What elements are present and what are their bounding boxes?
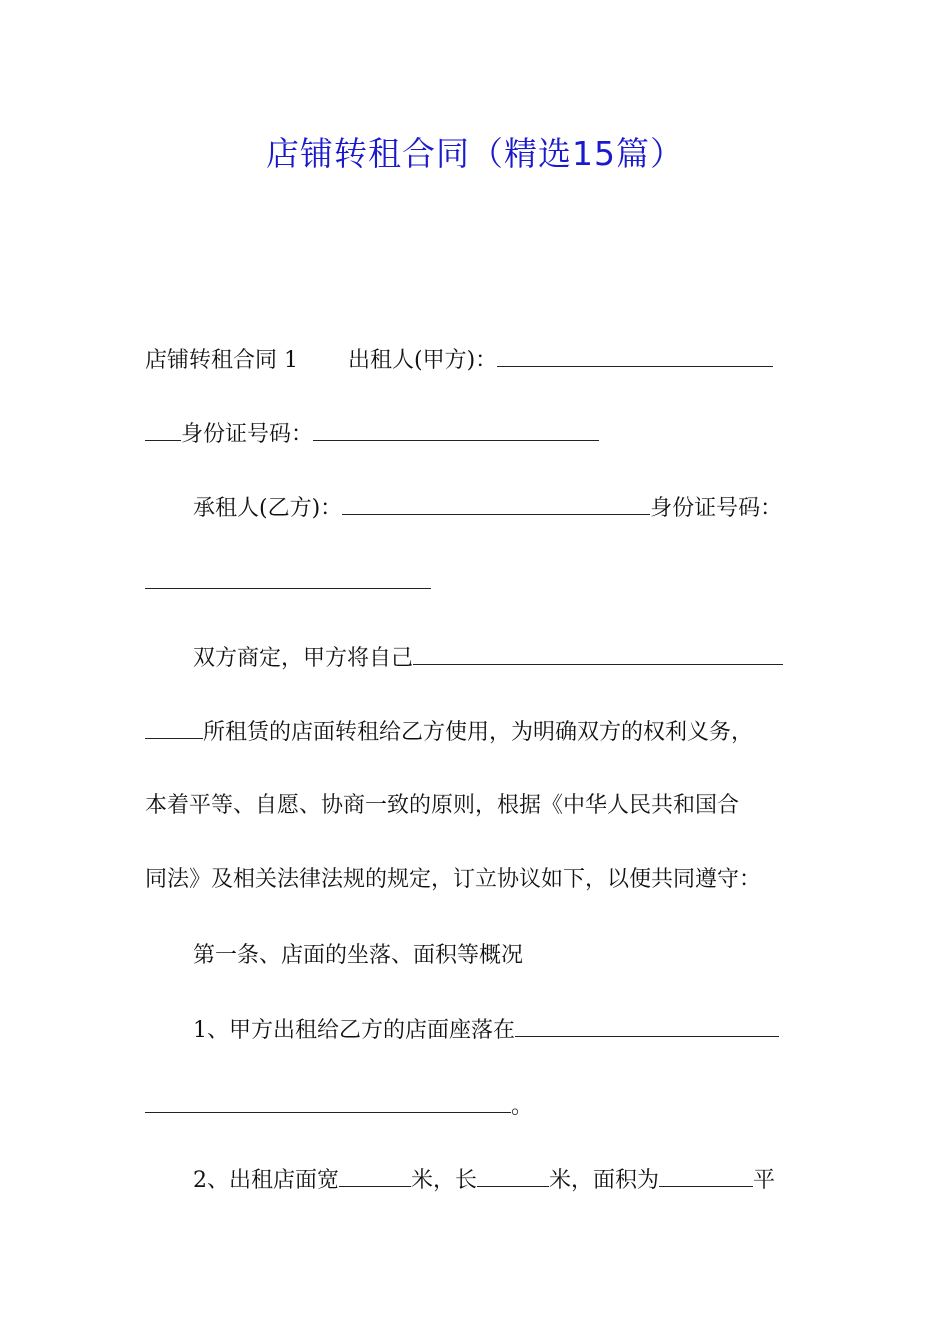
length-label: 米，长 (411, 1168, 478, 1193)
agreement-text: 双方商定，甲方将自己 (193, 646, 414, 671)
shop-address-label: 1、甲方出租给乙方的店面座落在 (193, 1018, 515, 1043)
shop-location-blank (413, 638, 783, 665)
area-blank (659, 1160, 753, 1187)
line-purpose (145, 712, 753, 752)
width-label: 2、出租店面宽 (193, 1168, 339, 1193)
lessor-blank (497, 340, 773, 367)
article-1-heading (193, 936, 523, 976)
line-principle (145, 786, 739, 826)
period-mark: 。 (511, 1094, 534, 1119)
line-law (145, 860, 761, 900)
line-lessor (145, 340, 773, 380)
lessor-label: 出租人(甲方)： (348, 348, 498, 373)
line-agreement (193, 638, 783, 678)
width-blank (339, 1160, 411, 1187)
lessee-blank (342, 488, 650, 515)
area-unit: 平 (753, 1168, 776, 1193)
lessor-id-label: 身份证号码： (181, 422, 314, 447)
document-title: 店铺转租合同（精选15篇） (266, 134, 684, 173)
shop-address-blank (515, 1010, 779, 1037)
article-1-text: 第一条、店面的坐落、面积等概况 (193, 943, 524, 968)
line-shop-size (193, 1160, 775, 1200)
line-shop-address (193, 1010, 779, 1050)
lessee-id-label: 身份证号码： (650, 496, 783, 521)
shop-location-blank-cont (145, 712, 203, 739)
lessor-id-blank (313, 414, 599, 441)
purpose-text: 所租赁的店面转租给乙方使用，为明确双方的权利义务， (203, 720, 754, 745)
law-text: 同法》及相关法律法规的规定，订立协议如下，以便共同遵守： (145, 867, 762, 892)
principle-text: 本着平等、自愿、协商一致的原则，根据《中华人民共和国合 (145, 793, 740, 818)
shop-address-blank-cont (145, 1086, 511, 1113)
line-shop-address-cont (145, 1086, 533, 1126)
area-label: 米，面积为 (549, 1168, 660, 1193)
length-blank (477, 1160, 549, 1187)
lessee-label: 承租人(乙方)： (193, 496, 343, 521)
lessor-name-blank-cont (145, 414, 181, 441)
line-lessee (193, 488, 782, 528)
contract-heading: 店铺转租合同 1 (145, 348, 298, 373)
lessee-id-blank (145, 562, 431, 589)
line-lessee-id-blank (145, 562, 431, 602)
line-lessor-id (145, 414, 599, 454)
